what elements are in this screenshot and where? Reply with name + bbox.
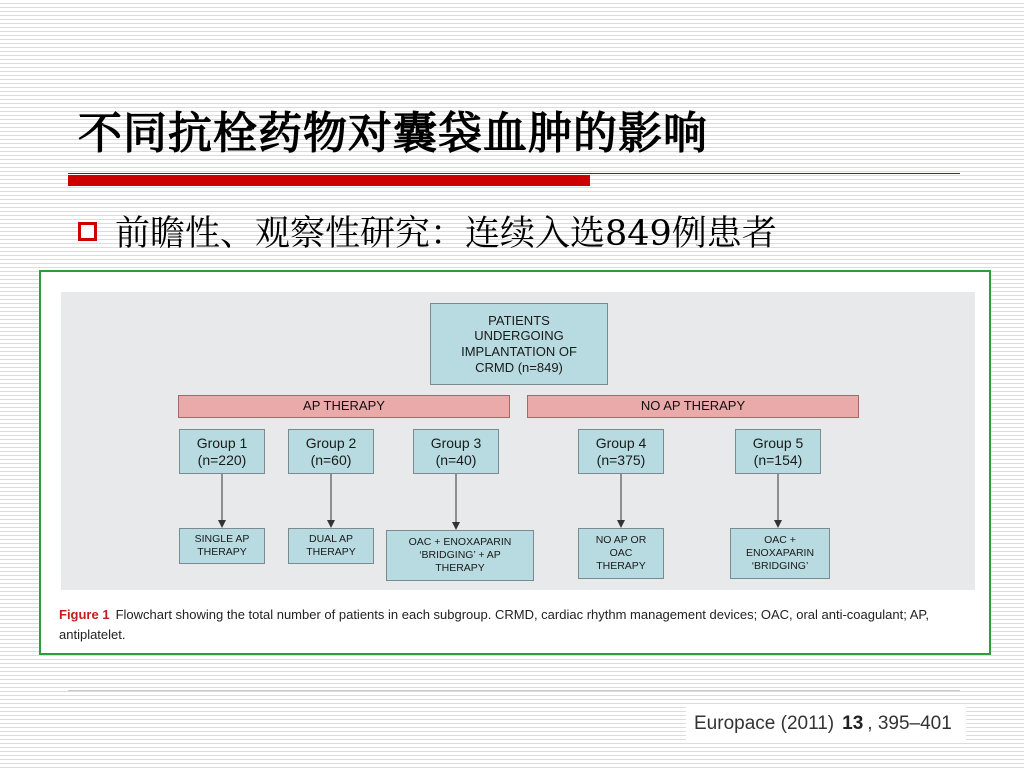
figure-caption-text: Flowchart showing the total number of patients in each subgroup. CRMD, cardiac rhythm management devices; OAC, oral anti-coagulant; AP, antiplatelet. bbox=[59, 607, 929, 642]
footer-divider bbox=[68, 690, 960, 691]
group-4-therapy-line-3: THERAPY bbox=[596, 560, 646, 573]
group-5-therapy-box bbox=[730, 528, 830, 579]
slide-title: 不同抗栓药物对囊袋血肿的影响 bbox=[78, 108, 708, 159]
group-3-n: (n=40) bbox=[435, 451, 477, 468]
group-3-therapy-line-2: ‘BRIDGING’ + AP bbox=[419, 548, 501, 561]
group-1-name: Group 1 bbox=[196, 434, 248, 451]
group-5-therapy-line-2: ENOXAPARIN bbox=[745, 546, 815, 559]
root-line-2: UNDERGOING bbox=[474, 328, 564, 344]
figure-caption bbox=[59, 605, 977, 645]
bullet-text: 前瞻性、观察性研究：连续入选849例患者 bbox=[115, 214, 777, 254]
title-underline-thin bbox=[68, 173, 960, 174]
group-2-n: (n=60) bbox=[310, 451, 352, 468]
square-bullet-icon bbox=[78, 222, 97, 241]
no-ap-therapy-bar: NO AP THERAPY bbox=[527, 395, 859, 418]
root-box bbox=[430, 303, 608, 385]
root-line-4: CRMD (n=849) bbox=[475, 359, 563, 375]
group-2-box bbox=[288, 429, 374, 474]
group-5-therapy-line-1: OAC + bbox=[764, 533, 796, 546]
group-1-therapy-line-1: SINGLE AP bbox=[194, 532, 250, 545]
group-4-n: (n=375) bbox=[596, 451, 646, 468]
flowchart bbox=[61, 292, 975, 590]
group-5-box bbox=[735, 429, 821, 474]
citation bbox=[686, 707, 966, 741]
citation-journal: Europace (2011) bbox=[694, 713, 835, 734]
group-2-name: Group 2 bbox=[305, 434, 357, 451]
group-3-box bbox=[413, 429, 499, 474]
group-4-therapy-line-1: NO AP OR bbox=[595, 533, 647, 546]
group-3-therapy-line-3: THERAPY bbox=[435, 562, 485, 575]
group-5-name: Group 5 bbox=[752, 434, 804, 451]
group-3-therapy-box bbox=[386, 530, 534, 581]
group-1-therapy-line-2: THERAPY bbox=[197, 546, 247, 558]
bullet-item bbox=[78, 206, 777, 256]
group-5-n: (n=154) bbox=[753, 451, 803, 468]
group-1-therapy-box bbox=[179, 528, 265, 564]
group-1-box bbox=[179, 429, 265, 474]
figure-caption-label: Figure 1 bbox=[59, 607, 110, 622]
root-line-3: IMPLANTATION OF bbox=[461, 344, 577, 359]
group-2-therapy-box bbox=[288, 528, 374, 564]
group-4-therapy-box bbox=[578, 528, 664, 579]
figure-frame bbox=[39, 270, 991, 655]
group-3-name: Group 3 bbox=[430, 434, 482, 451]
group-1-n: (n=220) bbox=[197, 451, 247, 468]
group-2-therapy-line-1: DUAL AP bbox=[309, 532, 353, 545]
group-5-therapy-line-3: ‘BRIDGING’ bbox=[751, 560, 809, 573]
group-4-therapy-line-2: OAC bbox=[609, 546, 633, 559]
group-4-box bbox=[578, 429, 664, 474]
title-underline-thick bbox=[68, 175, 590, 186]
citation-pages: , 395–401 bbox=[867, 713, 952, 734]
group-3-therapy-line-1: OAC + ENOXAPARIN bbox=[408, 535, 512, 548]
citation-volume: 13 bbox=[842, 713, 864, 734]
ap-therapy-bar: AP THERAPY bbox=[178, 395, 510, 418]
group-4-name: Group 4 bbox=[595, 434, 647, 451]
root-line-1: PATIENTS bbox=[488, 312, 550, 328]
group-2-therapy-line-2: THERAPY bbox=[306, 546, 356, 558]
